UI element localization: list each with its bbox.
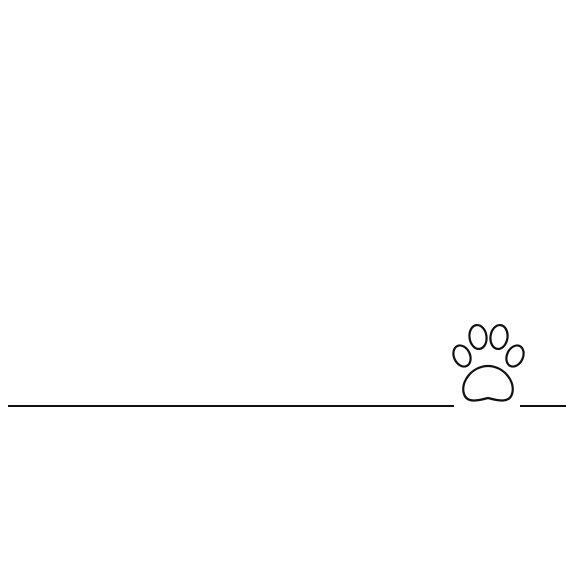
large-paw-outline-icon (450, 322, 526, 408)
slip-cut-line-right (520, 405, 566, 407)
slip-cut-line (8, 405, 454, 407)
flyer-description (34, 108, 532, 284)
